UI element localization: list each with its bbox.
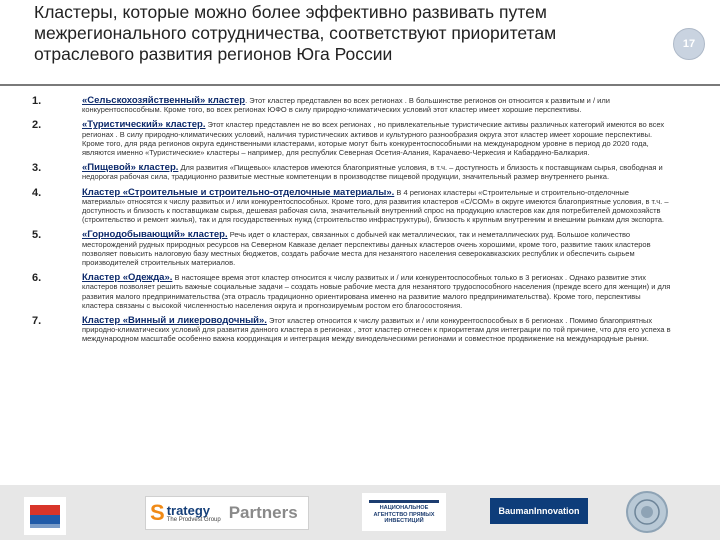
footer-logo-bar [0, 485, 720, 540]
seal-icon [633, 498, 661, 526]
item-text: Речь идет о кластерах, связанных с добычей как металлических, так и неметаллических руд. Большое количество месторождений рудных природных ресурсов на Северном Кавказе делает перспективы данных кластеров очень хорошими, кроме того, развитие таких кластеров позволяет повысить налоговую базу местных бюджетов, создать рабочие места для незанятого населения северокавказских республик и обеспечить сырьем производителей строительных материалов. [82, 230, 651, 268]
item-text: . Этот кластер представлен во всех регионах . В большинстве регионов он относится к развитым и / или конкурентоспособным. Кроме того, во всех регионах ЮФО в силу природно-климатических условий этот кластер имеет хорошие перспективы. [82, 96, 610, 115]
item-text: Этот кластер относится к числу развитых и / или конкурентоспособных в 6 регионах . Помимо благоприятных природно-климатических условий для развития данного кластера в регионах , этот кластер отнесен к приоритетам для интеграции по той причине, что для его успеха в международном масштабе особенно важна координация и интеграция между винодельческими регионами и совместное продвижение на международные рынки. [82, 316, 671, 344]
slide-title: Кластеры, которые можно более эффективно развивать путем межрегионального сотрудничества, соответствуют приоритетам отраслевого развития регионов Юга России [34, 2, 557, 64]
item-number: 1. [32, 95, 42, 107]
item-number: 7. [32, 315, 42, 328]
list-item [32, 96, 672, 114]
strategy-word: trategy [166, 502, 211, 518]
bauman-innovation-logo: BaumanInnovation [490, 498, 588, 524]
item-text: Этот кластер представлен не во всех регионах , но привлекательные туристические активы различных категорий имеются во всех регионах . В силу природно-климатических условий, наличия туристических активов и культурного разнообразия округа этот кластер имеет хорошие перспективы. Кроме того, для ряда регионов округа единственными кластерами, которые могут быть конкурентоспособными на международном уровне в период до 2020 года, являются именно «Туристические» кластеры – например, для республик Северная Осетия-Алания, Карачаево-Черкесия и Кабардино-Балкария. [82, 120, 665, 158]
item-heading: «Туристический» кластер. [82, 119, 206, 131]
list-item [32, 120, 672, 157]
item-number: 3. [32, 162, 42, 175]
item-heading: Кластер «Одежда». [82, 272, 173, 284]
item-number: 4. [32, 186, 42, 199]
list-item [32, 163, 672, 181]
item-number: 2. [32, 119, 42, 132]
regional-emblem-logo [24, 497, 66, 535]
list-item [32, 230, 672, 267]
list-item [32, 188, 672, 225]
national-agency-logo [362, 493, 446, 531]
item-heading: Кластер «Строительные и строительно-отделочные материалы». [82, 186, 395, 198]
item-heading: Кластер «Винный и ликероводочный». [82, 315, 267, 327]
item-heading: «Пищевой» кластер. [82, 162, 179, 174]
list-item [32, 273, 672, 310]
cluster-list [32, 96, 672, 350]
item-heading: «Сельскохозяйственный» кластер [82, 95, 246, 106]
partners-word: Partners [228, 503, 298, 522]
strategy-partners-logo [145, 496, 309, 530]
item-text: Для развития «Пищевых» кластеров имеются благоприятные условия, в т.ч. – доступность и близость к поставщикам сырья, свободная и недорогая рабочая сила, традиционно развитые местные компетенции в производстве пищевой продукции, значительный размер внутреннего рынка. [82, 163, 663, 182]
strategy-s-mark: S [150, 500, 165, 525]
item-number: 6. [32, 272, 42, 285]
item-number: 5. [32, 229, 42, 242]
title-divider [0, 84, 720, 86]
page-number-badge: 17 [673, 28, 705, 60]
emblem-icon [28, 501, 62, 531]
national-agency-name: НАЦИОНАЛЬНОЕ АГЕНТСТВО ПРЯМЫХ ИНВЕСТИЦИЙ [373, 505, 435, 525]
list-item [32, 316, 672, 344]
item-text: В настоящее время этот кластер относится к числу развитых и / или конкурентоспособных только в 3 регионах . Однако развитие этих кластеров позволяет решить важные социальные задачи – создать новые рабочие места для незанятого трудоспособного населения (прежде всего для женщин) и для развития малого предпринимательства (эта отрасль традиционно ориентирована именно на развитие малого предпринимательства). Кроме того, перспективы кластера связаны с высокой численностью населения округа и прогнозируемым ростом его благосостояния. [82, 273, 671, 310]
university-seal-logo [626, 491, 668, 533]
item-heading: «Горнодобывающий» кластер. [82, 229, 228, 241]
item-text: В 4 регионах кластеры «Строительные и строительно-отделочные материалы» относятся к числу развитых и / или конкурентоспособных. Кроме того, для развития кластеров «С/СОМ» в округе имеются благоприятные условия, в т.ч. – доступность и близость к поставщикам сырья, дешевая рабочая сила, значительный внутренний спрос на продукцию кластеров как для потребителей домохозяйств (строительство и ремонт жилья), так и для государственных нужд (строительство инфраструктуры), близость к крупным внутренним и внешним рынкам для экспорта. [82, 187, 669, 225]
strategy-subtitle: The Prodvest Group [166, 516, 221, 523]
